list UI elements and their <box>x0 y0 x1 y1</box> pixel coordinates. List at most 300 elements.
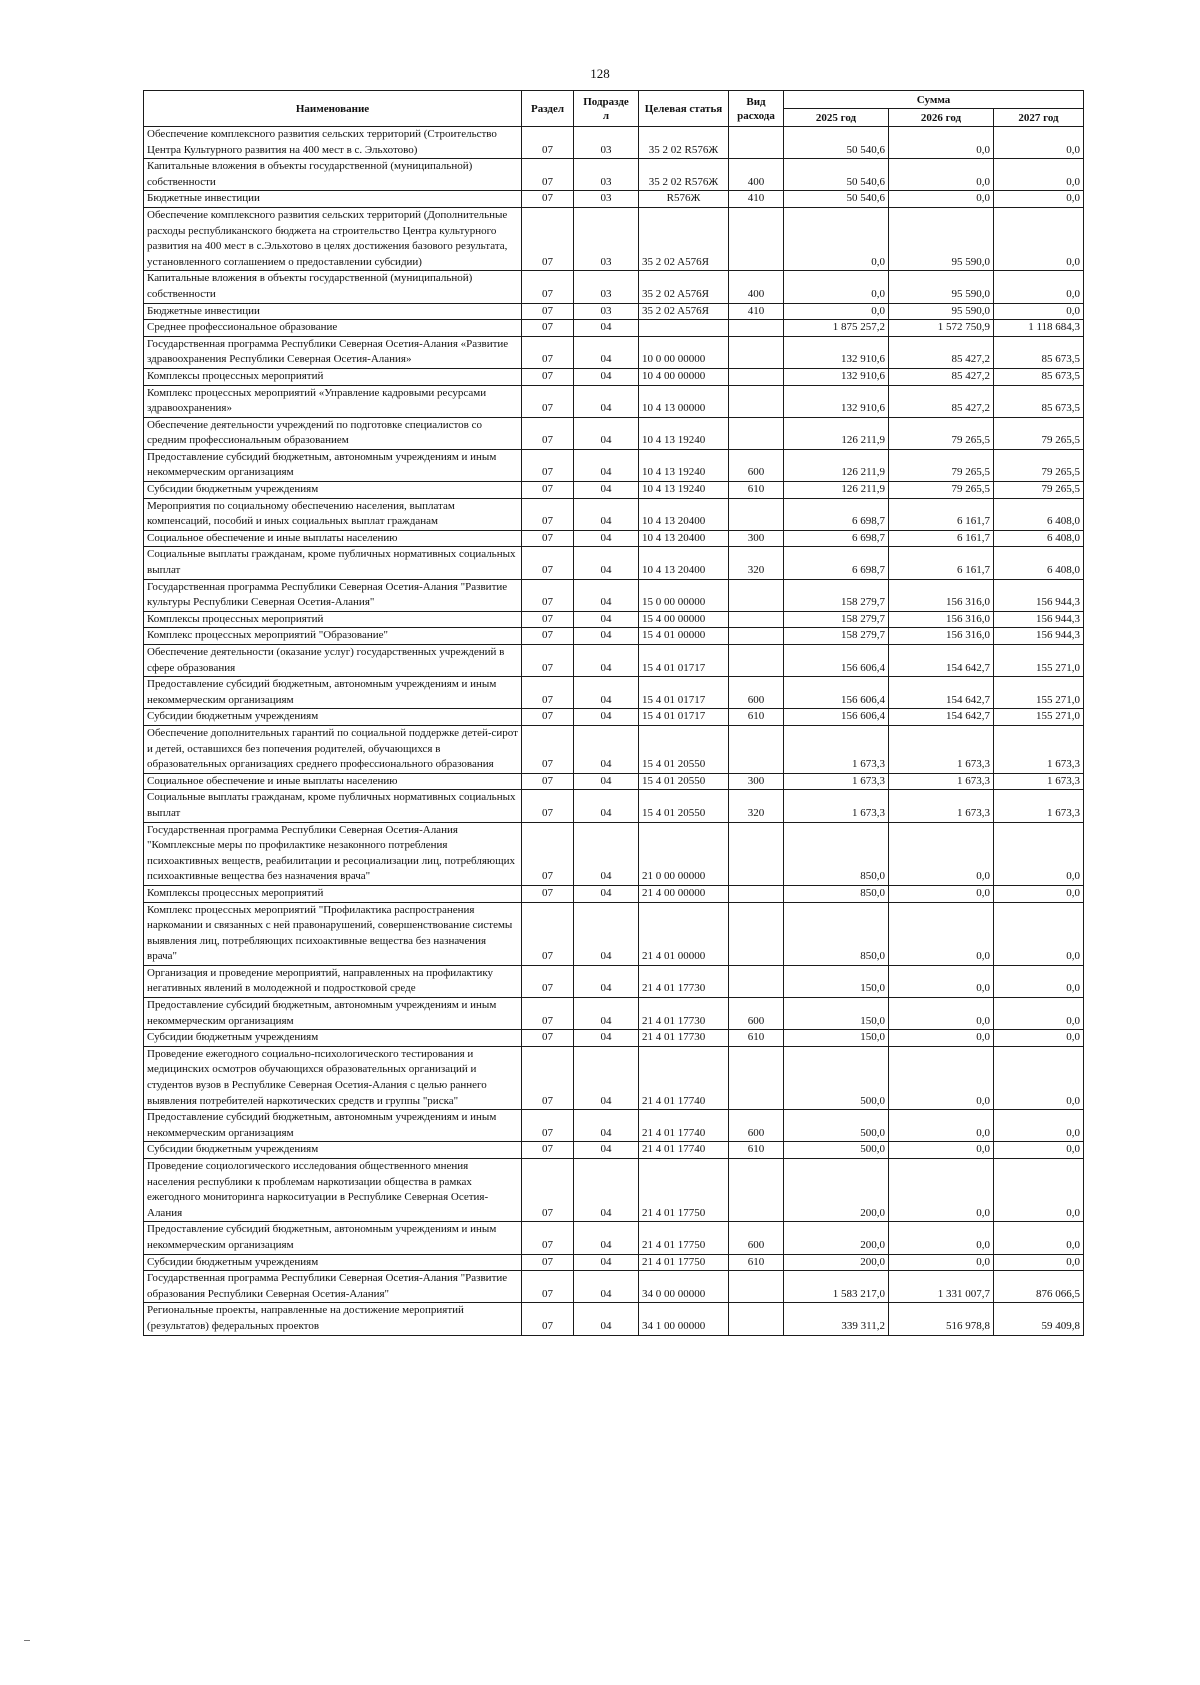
header-2025: 2025 год <box>784 109 889 127</box>
row-2026: 516 978,8 <box>889 1303 994 1335</box>
row-expense-type <box>729 207 784 270</box>
row-name: Субсидии бюджетным учреждениям <box>144 1030 522 1047</box>
row-section: 07 <box>522 1142 574 1159</box>
row-name: Мероприятия по социальному обеспечению населения, выплатам компенсаций, пособий и иных социальных выплат гражданам <box>144 498 522 530</box>
table-row <box>144 645 1084 677</box>
row-name: Социальные выплаты гражданам, кроме публичных нормативных социальных выплат <box>144 790 522 822</box>
row-2026: 79 265,5 <box>889 482 994 499</box>
row-expense-type: 600 <box>729 998 784 1030</box>
row-2027: 85 673,5 <box>994 385 1084 417</box>
row-target: 10 4 13 19240 <box>639 449 729 481</box>
row-subsection: 04 <box>574 965 639 997</box>
row-name: Государственная программа Республики Северная Осетия-Алания «Развитие здравоохранения Республики Северная Осетия-Алания» <box>144 336 522 368</box>
row-target: 21 4 01 17750 <box>639 1222 729 1254</box>
row-section: 07 <box>522 303 574 320</box>
row-2025: 1 875 257,2 <box>784 320 889 337</box>
row-2025: 156 606,4 <box>784 709 889 726</box>
row-target: 15 4 01 01717 <box>639 645 729 677</box>
row-section: 07 <box>522 1159 574 1222</box>
row-2025: 200,0 <box>784 1254 889 1271</box>
row-subsection: 04 <box>574 611 639 628</box>
row-2026: 85 427,2 <box>889 385 994 417</box>
row-2025: 158 279,7 <box>784 579 889 611</box>
row-target: 35 2 02 R576Ж <box>639 159 729 191</box>
row-subsection: 04 <box>574 530 639 547</box>
row-2025: 500,0 <box>784 1046 889 1109</box>
row-2025: 50 540,6 <box>784 159 889 191</box>
table-row <box>144 965 1084 997</box>
table-row <box>144 271 1084 303</box>
row-2027: 0,0 <box>994 1142 1084 1159</box>
row-2026: 154 642,7 <box>889 677 994 709</box>
row-section: 07 <box>522 885 574 902</box>
header-subsection: Подразде л <box>574 91 639 127</box>
row-target: 21 4 01 17740 <box>639 1142 729 1159</box>
row-subsection: 04 <box>574 1142 639 1159</box>
row-expense-type <box>729 965 784 997</box>
row-2025: 6 698,7 <box>784 530 889 547</box>
table-row <box>144 336 1084 368</box>
row-subsection: 04 <box>574 498 639 530</box>
row-subsection: 04 <box>574 885 639 902</box>
row-name: Комплексы процессных мероприятий <box>144 885 522 902</box>
row-2025: 132 910,6 <box>784 336 889 368</box>
row-target: 21 4 01 17750 <box>639 1254 729 1271</box>
row-section: 07 <box>522 207 574 270</box>
row-subsection: 04 <box>574 336 639 368</box>
row-section: 07 <box>522 127 574 159</box>
row-target: 10 4 00 00000 <box>639 368 729 385</box>
row-2025: 0,0 <box>784 207 889 270</box>
table-row <box>144 530 1084 547</box>
row-2025: 500,0 <box>784 1142 889 1159</box>
row-2026: 6 161,7 <box>889 498 994 530</box>
table-row <box>144 498 1084 530</box>
row-2027: 1 673,3 <box>994 773 1084 790</box>
table-row <box>144 1110 1084 1142</box>
row-2026: 6 161,7 <box>889 547 994 579</box>
row-2026: 85 427,2 <box>889 368 994 385</box>
row-section: 07 <box>522 790 574 822</box>
row-subsection: 04 <box>574 628 639 645</box>
row-2026: 0,0 <box>889 1110 994 1142</box>
row-target: 35 2 02 A576Я <box>639 303 729 320</box>
row-name: Субсидии бюджетным учреждениям <box>144 482 522 499</box>
row-subsection: 04 <box>574 482 639 499</box>
row-section: 07 <box>522 1046 574 1109</box>
row-expense-type: 300 <box>729 773 784 790</box>
row-target: 34 1 00 00000 <box>639 1303 729 1335</box>
row-name: Обеспечение деятельности учреждений по подготовке специалистов со средним профессиональным образованием <box>144 417 522 449</box>
row-target: 10 4 13 20400 <box>639 498 729 530</box>
table-row <box>144 822 1084 885</box>
row-subsection: 04 <box>574 320 639 337</box>
page-number: 128 <box>590 66 610 81</box>
row-2026: 0,0 <box>889 1222 994 1254</box>
row-target <box>639 320 729 337</box>
row-2025: 1 583 217,0 <box>784 1271 889 1303</box>
row-section: 07 <box>522 530 574 547</box>
row-2025: 156 606,4 <box>784 645 889 677</box>
row-target: 21 4 01 17730 <box>639 998 729 1030</box>
row-2025: 156 606,4 <box>784 677 889 709</box>
row-2027: 156 944,3 <box>994 579 1084 611</box>
row-expense-type <box>729 385 784 417</box>
row-name: Комплекс процессных мероприятий "Профилактика распространения наркомании и связанных с ней правонарушений, совершенствование системы выявления лиц, потребляющих психоактивные вещества без назначения врача" <box>144 902 522 965</box>
row-2025: 132 910,6 <box>784 385 889 417</box>
row-section: 07 <box>522 645 574 677</box>
row-2025: 6 698,7 <box>784 547 889 579</box>
row-2026: 156 316,0 <box>889 628 994 645</box>
row-section: 07 <box>522 1271 574 1303</box>
row-subsection: 04 <box>574 902 639 965</box>
row-expense-type <box>729 1271 784 1303</box>
row-expense-type <box>729 320 784 337</box>
row-expense-type: 610 <box>729 1142 784 1159</box>
row-expense-type: 400 <box>729 271 784 303</box>
row-section: 07 <box>522 1303 574 1335</box>
row-subsection: 03 <box>574 159 639 191</box>
row-2026: 0,0 <box>889 1142 994 1159</box>
row-section: 07 <box>522 902 574 965</box>
row-2025: 500,0 <box>784 1110 889 1142</box>
row-expense-type <box>729 1046 784 1109</box>
row-expense-type: 410 <box>729 303 784 320</box>
header-name: Наименование <box>144 91 522 127</box>
row-2026: 156 316,0 <box>889 579 994 611</box>
row-target: 21 4 01 17740 <box>639 1110 729 1142</box>
table-row <box>144 1142 1084 1159</box>
row-subsection: 04 <box>574 1271 639 1303</box>
row-target: 15 0 00 00000 <box>639 579 729 611</box>
row-2026: 1 331 007,7 <box>889 1271 994 1303</box>
row-target: 10 4 13 00000 <box>639 385 729 417</box>
row-subsection: 04 <box>574 773 639 790</box>
table-row <box>144 1271 1084 1303</box>
row-section: 07 <box>522 368 574 385</box>
row-subsection: 04 <box>574 579 639 611</box>
row-2026: 0,0 <box>889 822 994 885</box>
row-section: 07 <box>522 1030 574 1047</box>
row-2025: 150,0 <box>784 965 889 997</box>
row-section: 07 <box>522 336 574 368</box>
table-header <box>144 91 1084 127</box>
row-2027: 79 265,5 <box>994 482 1084 499</box>
row-expense-type: 600 <box>729 449 784 481</box>
row-2026: 0,0 <box>889 965 994 997</box>
row-2025: 200,0 <box>784 1159 889 1222</box>
row-2026: 0,0 <box>889 1030 994 1047</box>
row-subsection: 04 <box>574 1110 639 1142</box>
row-name: Проведение ежегодного социально-психологического тестирования и медицинских осмотров обучающихся образовательных организаций и студентов вузов в Республике Северная Осетия-Алания с целью раннего выявления потребителей наркотических средств и группы "риска" <box>144 1046 522 1109</box>
row-name: Государственная программа Республики Северная Осетия-Алания "Комплексные меры по профилактике незаконного потребления психоактивных веществ, реабилитации и ресоциализации лиц, потребляющих психоактивные вещества без назначения врача" <box>144 822 522 885</box>
row-subsection: 04 <box>574 1303 639 1335</box>
row-subsection: 04 <box>574 822 639 885</box>
row-name: Проведение социологического исследования общественного мнения населения республики к проблемам наркотизации общества в рамках ежегодного мониторинга наркоситуации в Республике Северная Осетия-Алания <box>144 1159 522 1222</box>
row-expense-type <box>729 127 784 159</box>
row-subsection: 04 <box>574 725 639 773</box>
row-subsection: 04 <box>574 449 639 481</box>
row-target: 15 4 01 20550 <box>639 773 729 790</box>
row-2027: 0,0 <box>994 1030 1084 1047</box>
row-name: Комплекс процессных мероприятий "Образование" <box>144 628 522 645</box>
row-2027: 0,0 <box>994 1110 1084 1142</box>
row-2025: 200,0 <box>784 1222 889 1254</box>
row-expense-type <box>729 1159 784 1222</box>
row-2025: 50 540,6 <box>784 127 889 159</box>
row-section: 07 <box>522 320 574 337</box>
row-subsection: 04 <box>574 677 639 709</box>
row-expense-type <box>729 725 784 773</box>
table-row <box>144 725 1084 773</box>
table-row <box>144 1254 1084 1271</box>
row-2026: 6 161,7 <box>889 530 994 547</box>
row-target: 15 4 01 20550 <box>639 790 729 822</box>
row-subsection: 04 <box>574 1254 639 1271</box>
row-subsection: 03 <box>574 271 639 303</box>
row-2027: 0,0 <box>994 1222 1084 1254</box>
header-2027: 2027 год <box>994 109 1084 127</box>
row-2027: 0,0 <box>994 127 1084 159</box>
row-subsection: 04 <box>574 385 639 417</box>
row-name: Социальные выплаты гражданам, кроме публичных нормативных социальных выплат <box>144 547 522 579</box>
row-2026: 95 590,0 <box>889 207 994 270</box>
table-row <box>144 773 1084 790</box>
row-2027: 0,0 <box>994 822 1084 885</box>
row-name: Социальное обеспечение и иные выплаты населению <box>144 773 522 790</box>
table-row <box>144 368 1084 385</box>
row-2026: 0,0 <box>889 159 994 191</box>
row-section: 07 <box>522 159 574 191</box>
row-2025: 158 279,7 <box>784 611 889 628</box>
row-expense-type: 600 <box>729 1110 784 1142</box>
row-section: 07 <box>522 482 574 499</box>
row-subsection: 03 <box>574 191 639 208</box>
row-section: 07 <box>522 773 574 790</box>
row-target: 21 4 01 17730 <box>639 1030 729 1047</box>
row-name: Среднее профессиональное образование <box>144 320 522 337</box>
table-row <box>144 902 1084 965</box>
table-row <box>144 1030 1084 1047</box>
table-row <box>144 1046 1084 1109</box>
table-row <box>144 998 1084 1030</box>
row-section: 07 <box>522 498 574 530</box>
table-row <box>144 1159 1084 1222</box>
row-2027: 0,0 <box>994 159 1084 191</box>
row-2026: 85 427,2 <box>889 336 994 368</box>
row-name: Социальное обеспечение и иные выплаты населению <box>144 530 522 547</box>
row-target: 15 4 00 00000 <box>639 611 729 628</box>
row-subsection: 04 <box>574 547 639 579</box>
row-expense-type: 610 <box>729 709 784 726</box>
row-expense-type <box>729 628 784 645</box>
row-target: 21 4 01 17730 <box>639 965 729 997</box>
row-2026: 95 590,0 <box>889 271 994 303</box>
row-2025: 850,0 <box>784 902 889 965</box>
row-2027: 156 944,3 <box>994 611 1084 628</box>
row-target: 34 0 00 00000 <box>639 1271 729 1303</box>
row-name: Предоставление субсидий бюджетным, автономным учреждениям и иным некоммерческим организациям <box>144 677 522 709</box>
row-section: 07 <box>522 1222 574 1254</box>
row-expense-type <box>729 498 784 530</box>
row-2027: 59 409,8 <box>994 1303 1084 1335</box>
row-2026: 1 673,3 <box>889 773 994 790</box>
header-section: Раздел <box>522 91 574 127</box>
table-row <box>144 1303 1084 1335</box>
row-target: 21 4 01 00000 <box>639 902 729 965</box>
row-2026: 0,0 <box>889 998 994 1030</box>
row-2026: 95 590,0 <box>889 303 994 320</box>
row-subsection: 04 <box>574 709 639 726</box>
row-expense-type <box>729 417 784 449</box>
row-subsection: 04 <box>574 790 639 822</box>
row-2025: 0,0 <box>784 271 889 303</box>
row-2026: 154 642,7 <box>889 709 994 726</box>
table-row <box>144 709 1084 726</box>
row-subsection: 04 <box>574 1030 639 1047</box>
table-row <box>144 191 1084 208</box>
row-name: Обеспечение дополнительных гарантий по социальной поддержке детей-сирот и детей, оставшихся без попечения родителей, обучающихся в образовательных организациях среднего профессионального образования <box>144 725 522 773</box>
row-2026: 0,0 <box>889 127 994 159</box>
row-section: 07 <box>522 1110 574 1142</box>
row-target: 21 4 01 17750 <box>639 1159 729 1222</box>
row-section: 07 <box>522 822 574 885</box>
row-2027: 876 066,5 <box>994 1271 1084 1303</box>
table-row <box>144 127 1084 159</box>
row-expense-type: 320 <box>729 547 784 579</box>
row-section: 07 <box>522 677 574 709</box>
row-2026: 0,0 <box>889 902 994 965</box>
row-2025: 126 211,9 <box>784 449 889 481</box>
header-target: Целевая статья <box>639 91 729 127</box>
header-sum: Сумма <box>784 91 1084 109</box>
row-2025: 339 311,2 <box>784 1303 889 1335</box>
table-row <box>144 1222 1084 1254</box>
row-subsection: 04 <box>574 998 639 1030</box>
row-expense-type <box>729 336 784 368</box>
row-expense-type: 320 <box>729 790 784 822</box>
row-2025: 150,0 <box>784 998 889 1030</box>
row-name: Обеспечение комплексного развития сельских территорий (Строительство Центра Культурного развития на 400 мест в с. Эльхотово) <box>144 127 522 159</box>
row-subsection: 04 <box>574 645 639 677</box>
row-2025: 6 698,7 <box>784 498 889 530</box>
row-name: Предоставление субсидий бюджетным, автономным учреждениям и иным некоммерческим организациям <box>144 1222 522 1254</box>
table-row <box>144 885 1084 902</box>
table-row <box>144 790 1084 822</box>
row-2027: 1 118 684,3 <box>994 320 1084 337</box>
row-2026: 1 673,3 <box>889 790 994 822</box>
row-expense-type: 400 <box>729 159 784 191</box>
row-target: 35 2 02 A576Я <box>639 271 729 303</box>
row-target: 15 4 01 00000 <box>639 628 729 645</box>
row-section: 07 <box>522 1254 574 1271</box>
row-target: 10 4 13 19240 <box>639 482 729 499</box>
row-section: 07 <box>522 417 574 449</box>
scan-mark <box>24 1640 30 1641</box>
row-2026: 79 265,5 <box>889 449 994 481</box>
row-2027: 155 271,0 <box>994 645 1084 677</box>
row-2026: 0,0 <box>889 885 994 902</box>
row-section: 07 <box>522 998 574 1030</box>
row-expense-type: 600 <box>729 677 784 709</box>
row-target: R576Ж <box>639 191 729 208</box>
row-name: Государственная программа Республики Северная Осетия-Алания "Развитие культуры Республики Северная Осетия-Алания" <box>144 579 522 611</box>
row-2027: 0,0 <box>994 885 1084 902</box>
row-section: 07 <box>522 547 574 579</box>
row-expense-type <box>729 645 784 677</box>
row-name: Предоставление субсидий бюджетным, автономным учреждениям и иным некоммерческим организациям <box>144 449 522 481</box>
row-2025: 850,0 <box>784 885 889 902</box>
row-2025: 150,0 <box>784 1030 889 1047</box>
budget-table <box>143 90 1084 1336</box>
row-2025: 126 211,9 <box>784 482 889 499</box>
row-name: Субсидии бюджетным учреждениям <box>144 1254 522 1271</box>
row-expense-type <box>729 902 784 965</box>
table-row <box>144 207 1084 270</box>
row-2027: 0,0 <box>994 1254 1084 1271</box>
row-2027: 6 408,0 <box>994 498 1084 530</box>
row-2027: 85 673,5 <box>994 336 1084 368</box>
row-2025: 158 279,7 <box>784 628 889 645</box>
row-section: 07 <box>522 709 574 726</box>
row-2025: 850,0 <box>784 822 889 885</box>
row-target: 21 4 01 17740 <box>639 1046 729 1109</box>
row-expense-type <box>729 611 784 628</box>
row-section: 07 <box>522 449 574 481</box>
row-expense-type <box>729 1303 784 1335</box>
row-name: Капитальные вложения в объекты государственной (муниципальной) собственности <box>144 159 522 191</box>
row-name: Комплексы процессных мероприятий <box>144 368 522 385</box>
row-2026: 0,0 <box>889 1254 994 1271</box>
header-expense-type: Вид расхода <box>729 91 784 127</box>
row-section: 07 <box>522 611 574 628</box>
table-row <box>144 320 1084 337</box>
row-section: 07 <box>522 579 574 611</box>
table-row <box>144 628 1084 645</box>
row-name: Организация и проведение мероприятий, направленных на профилактику негативных явлений в молодежной и подростковой среде <box>144 965 522 997</box>
row-subsection: 03 <box>574 207 639 270</box>
row-2027: 155 271,0 <box>994 709 1084 726</box>
table-row <box>144 611 1084 628</box>
row-2027: 0,0 <box>994 271 1084 303</box>
row-target: 15 4 01 20550 <box>639 725 729 773</box>
row-target: 35 2 02 A576Я <box>639 207 729 270</box>
table-body <box>144 127 1084 1336</box>
row-subsection: 03 <box>574 303 639 320</box>
row-expense-type: 410 <box>729 191 784 208</box>
row-2027: 0,0 <box>994 1046 1084 1109</box>
row-expense-type: 610 <box>729 1254 784 1271</box>
row-2027: 0,0 <box>994 965 1084 997</box>
row-name: Обеспечение деятельности (оказание услуг) государственных учреждений в сфере образования <box>144 645 522 677</box>
row-target: 15 4 01 01717 <box>639 677 729 709</box>
row-expense-type: 610 <box>729 482 784 499</box>
row-2025: 1 673,3 <box>784 790 889 822</box>
row-subsection: 04 <box>574 1222 639 1254</box>
row-2027: 156 944,3 <box>994 628 1084 645</box>
row-subsection: 04 <box>574 368 639 385</box>
table-row <box>144 159 1084 191</box>
row-2027: 0,0 <box>994 207 1084 270</box>
row-2025: 1 673,3 <box>784 773 889 790</box>
row-2027: 0,0 <box>994 303 1084 320</box>
row-2027: 0,0 <box>994 1159 1084 1222</box>
row-expense-type: 300 <box>729 530 784 547</box>
row-2027: 0,0 <box>994 191 1084 208</box>
row-name: Комплекс процессных мероприятий «Управление кадровыми ресурсами здравоохранения» <box>144 385 522 417</box>
row-2026: 1 572 750,9 <box>889 320 994 337</box>
row-2026: 79 265,5 <box>889 417 994 449</box>
